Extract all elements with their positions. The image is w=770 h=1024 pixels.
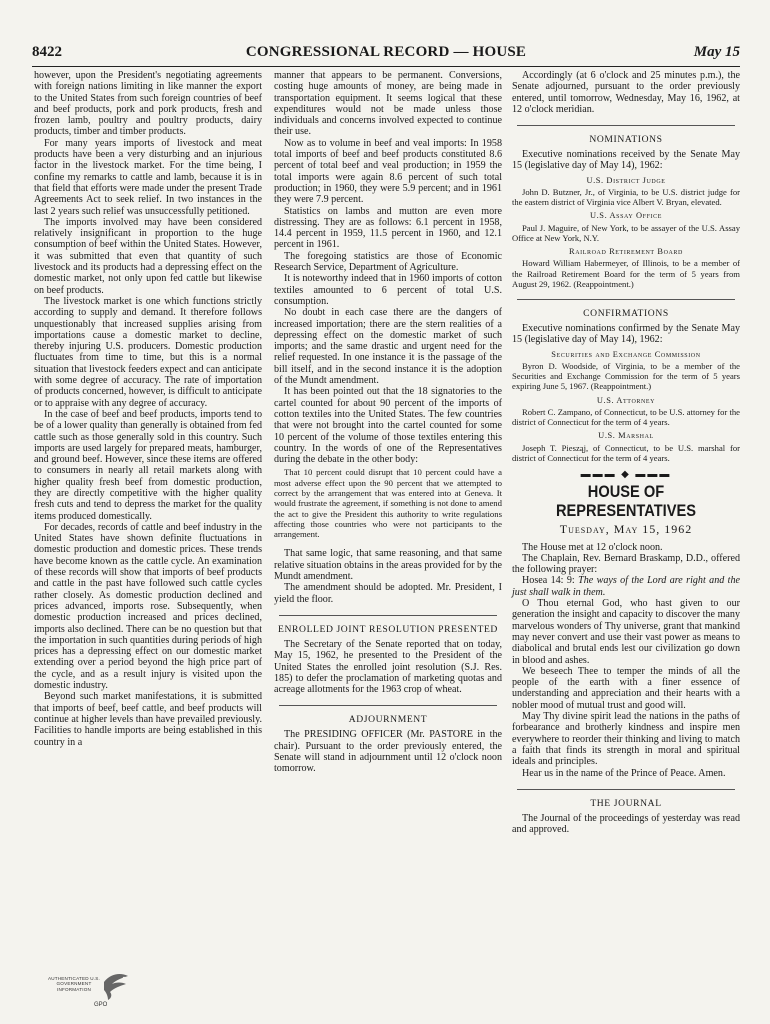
gpo-eagle-icon: [100, 970, 130, 1002]
paragraph: Executive nominations received by the Senate May 15 (legislative day of May 14), 1962:: [512, 149, 740, 172]
gpo-text: AUTHENTICATED U.S. GOVERNMENT INFORMATION: [47, 976, 100, 992]
section-rule: [279, 615, 498, 616]
section-rule: [279, 705, 498, 706]
gpo-authentication-mark: [44, 968, 136, 1014]
confirmation-entry: Robert C. Zampano, of Connecticut, to be U.S. attorney for the district of Connecticut for the term of 4 years.: [512, 406, 740, 428]
paragraph: We beseech Thee to temper the minds of all the people of the earth with a finer essence of understanding and appreciation and their hearts with a nobler mood of mutual trust and good will.: [512, 665, 740, 711]
nominations-heading: NOMINATIONS: [589, 134, 663, 146]
page-header: [32, 44, 740, 64]
confirmation-entry: Joseph T. Piesząj, of Connecticut, to be U.S. marshal for district of Connecticut for the term of 4 years.: [512, 442, 740, 463]
paragraph: For decades, records of cattle and beef industry in the United States have shown definite fluctuations in domestic production and domestic prices. These trends have become known as the cattle cycle. An examination of these records will show that imports of beef products and cattle in the past have followed such cattle cycles rather closely. As domestic production declined and prices advanced, imports rose. Subsequently, when domestic production increased and prices declined, imports also declined. There can be no question but that the importation in such quantities during periods of high prices has a depressing effect on our domestic market extending over a period beyond the high price part of the cycle, and as a result injury is visited upon the domestic industry.: [34, 521, 262, 692]
ornament-divider: ▬▬▬ ◆ ▬▬▬: [580, 469, 672, 480]
office-heading: U.S. Assay Office: [589, 211, 663, 221]
house-date: Tuesday, May 15, 1962: [559, 522, 693, 537]
paragraph: The Journal of the proceedings of yesterday was read and approved.: [512, 812, 740, 836]
running-title: CONGRESSIONAL RECORD — HOUSE: [245, 44, 527, 60]
paragraph: The amendment should be adopted. Mr. President, I yield the floor.: [274, 582, 502, 605]
nomination-entry: John D. Butzner, Jr., of Virginia, to be U.S. district judge for the eastern district of Virginia vice Albert V. Bryan, elevated.: [512, 187, 740, 208]
paragraph: however, upon the President's negotiating agreements with foreign nations limiting in like manner the export to the United States from such foreign countries of beef and beef products, pork and pork products, fresh and frozen lamb, poultry and poultry products, dairy products, timber and timber products.: [34, 70, 262, 138]
paragraph: The Chaplain, Rev. Bernard Braskamp, D.D., offered the following prayer:: [512, 552, 740, 576]
header-date: May 15: [693, 44, 740, 60]
office-heading: U.S. Attorney: [596, 395, 656, 405]
section-rule: [517, 125, 736, 126]
header-rule: [32, 66, 740, 67]
nomination-entry: Howard William Habermeyer, of Illinois, to be a member of the Railroad Retirement Board for the term of 5 years from August 29, 1962. (Reappointment.): [512, 258, 740, 289]
office-heading: U.S. District Judge: [586, 175, 666, 185]
gpo-label: GPO: [94, 1002, 108, 1008]
block-quote: [274, 465, 502, 542]
paragraph: Hear us in the name of the Prince of Peace. Amen.: [522, 767, 726, 779]
paragraph: The foregoing statistics are those of Economic Research Service, Department of Agriculture.: [274, 250, 502, 274]
enrolled-heading: ENROLLED JOINT RESOLUTION PRESENTED: [278, 623, 498, 635]
paragraph: It has been pointed out that the 18 signatories to the cartel counted for about 90 percent of the imports of cotton textiles into the United States. The few countries that were not brought into the cartel counted for some 10 percent of the volume of those textiles entering this country. In the words of one of the Representatives during the debate in the other body:: [274, 386, 502, 466]
section-rule: [517, 789, 736, 790]
paragraph: May Thy divine spirit lead the nations in the paths of forbearance and brotherly kindness and inspire men everywhere to reorder their thinking and living to match a faith that finds its strength in moral and spiritual ideals and principles.: [512, 711, 740, 768]
paragraph: Accordingly (at 6 o'clock and 25 minutes p.m.), the Senate adjourned, pursuant to the order previously entered, until tomorrow, Wednesday, May 16, 1962, at 12 o'clock meridian.: [512, 70, 740, 115]
paragraph: For many years imports of livestock and meat products have been a very disturbing and an injurious factor in the livestock market. For the time being, I confine my remarks to cattle and lamb, because it is in that field that efforts were made under the present Trade Agreements Act to seek relief. In two instances in the last 2 years such relief was unsuccessfully petitioned.: [34, 137, 262, 217]
paragraph: O Thou eternal God, who hast given to our generation the insight and capacity to discover the many marvelous wonders of Thy universe, grant that mankind may never convert and use their vast power as means to diabolical and brutal ends lest our civilization go down in blood and ashes.: [512, 598, 740, 666]
paragraph: It is noteworthy indeed that in 1960 imports of cotton textiles amounted to 6 percent of total U.S. consumption.: [274, 273, 502, 307]
section-rule: [517, 299, 736, 300]
paragraph: Beyond such market manifestations, it is submitted that imports of beef, beef cattle, and beef products will continue at higher levels than have prevailed previously. Facilities to handle imports are being established in this country in a: [34, 691, 262, 748]
adjournment-heading: ADJOURNMENT: [348, 714, 428, 726]
paragraph: No doubt in each case there are the dangers of increased importation; there are the stern realities of a depressing effect on the domestic market of such imports; and the same drastic and urgent need for the relief requested. In one instance it is the passage of the bill itself, and in the second instance it is the adoption of the Mundt amendment.: [274, 307, 502, 387]
column-3: [512, 70, 740, 835]
paragraph: The livestock market is one which functions strictly according to supply and demand. It therefore follows unquestionably that increased supplies arising from importations cause a domestic market to decline, thereby injuring U.S. producers. Domestic production fluctuates from time to time, but this is a normal situation that livestock feeders expect and can anticipate with some degree of accuracy. The rate of importation of products concerned, however, is difficult to anticipate or to appraise with any degree of accuracy.: [34, 295, 262, 409]
paragraph: Executive nominations confirmed by the Senate May 15 (legislative day of May 14), 1962:: [512, 323, 740, 346]
paragraph: That same logic, that same reasoning, and that same relative situation obtains in the areas provided for by the Mundt amendment.: [274, 548, 502, 583]
paragraph: The imports involved may have been considered relatively insignificant in proportion to the huge consumption of beef within the United States. However, it was submitted that even that quantity of such livestock and its products had a depressing effect on the domestic market, not only upon fed cattle but likewise on beef products.: [34, 216, 262, 296]
paragraph: Statistics on lambs and mutton are even more distressing. They are as follows: 6.1 percent in 1958, 14.4 percent in 1959, 11.5 percent in 1960, and 12.1 percent in 1961.: [274, 205, 502, 251]
scripture-ref: Hosea 14: 9:: [522, 575, 575, 587]
nomination-entry: Paul J. Maguire, of New York, to be assayer of the U.S. Assay Office at New York, N.Y.: [512, 222, 740, 243]
paragraph: Now as to volume in beef and veal imports: In 1958 total imports of beef and beef products constituted 8.6 percent of total beef and veal production; in 1959 the total imports were again 8.6 percent of such total production; in 1960, they were 5.9 percent; and in 1961 they were 7.9 percent.: [274, 137, 502, 206]
office-heading: Securities and Exchange Commission: [551, 349, 701, 359]
house-title: HOUSE OF REPRESENTATIVES: [555, 482, 696, 521]
page-number: 8422: [32, 44, 62, 60]
scripture: [512, 575, 740, 598]
paragraph: The House met at 12 o'clock noon.: [522, 541, 663, 553]
paragraph: The Secretary of the Senate reported that on today, May 15, 1962, he presented to the President of the United States the enrolled joint resolution (S.J. Res. 185) to defer the proclamation of marketing quotas and acreage allotments for the 1963 crop of wheat.: [274, 638, 502, 696]
column-1: [34, 70, 262, 748]
paragraph: In the case of beef and beef products, imports tend to be of a lower quality than generally is obtained from fed cattle such as those generally sold in this country. Such imports are used largely for prepared meats, hamburger, and ground beef. However, since these items are offered to consumers in nearly all retail markets along with higher quality fresh beef from domestic production, they are directly competitive with the higher quality fresh cuts and tend to depress the market for the quality items produced domestically.: [34, 408, 262, 522]
paragraph: manner that appears to be permanent. Conversions, costing huge amounts of money, are being made in transportation equipment. It seems logical that these expenditures would not be made unless those individuals and concerns involved expected to continue their use.: [274, 70, 502, 138]
column-2: [274, 70, 502, 775]
journal-heading: THE JOURNAL: [590, 797, 662, 809]
paragraph: The PRESIDING OFFICER (Mr. PASTORE in the chair). Pursuant to the order previously entered, the Senate will stand in adjournment until 12 o'clock noon tomorrow.: [274, 729, 502, 775]
quote-text: That 10 percent could disrupt that 10 percent could have a most adverse effect upon the 90 percent that we attempted to correct by the arrangement that was entered into at Geneva. It would frustrate the agreement, if something is not done to amend the act to give the President this authority to write regulations affecting those countries who were not participants to the arrangement.: [274, 467, 502, 540]
confirmations-heading: CONFIRMATIONS: [583, 308, 669, 320]
office-heading: Railroad Retirement Board: [569, 247, 683, 257]
scripture-text: The ways of the Lord are right and the just shall walk in them.: [512, 575, 740, 598]
confirmation-entry: Byron D. Woodside, of Virginia, to be a member of the Securities and Exchange Commission for the term of 5 years expiring June 5, 1967. (Reappointment.): [512, 360, 740, 392]
office-heading: U.S. Marshal: [598, 431, 654, 441]
